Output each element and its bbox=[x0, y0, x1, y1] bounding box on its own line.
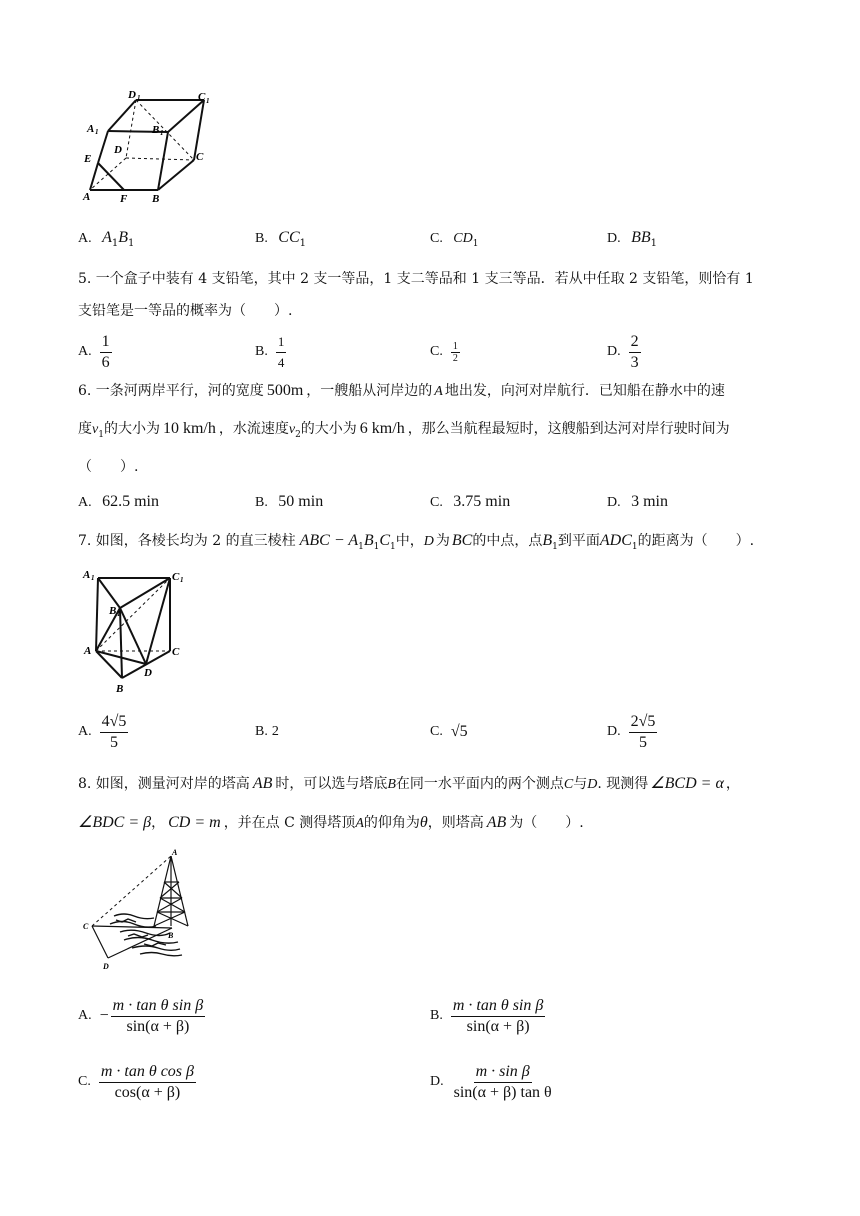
label-d: D bbox=[144, 667, 152, 679]
option-letter: B. bbox=[255, 231, 268, 246]
q5-option-b[interactable] bbox=[255, 330, 286, 374]
tower-river-diagram bbox=[80, 846, 200, 972]
option-value: BB bbox=[631, 229, 651, 246]
option-fraction: $\frac{\text{m · sin β}}{\text{sin(α + β) tan θ}}$ bbox=[453, 1062, 552, 1101]
option-sub: 1 bbox=[472, 238, 479, 249]
option-fraction: $\frac{\text{m · tan θ sin β}}{\sin(\alpha + \beta)}$ bbox=[112, 996, 204, 1035]
option-letter: D. bbox=[607, 231, 621, 246]
option-fraction: $\frac{2}{3}$ bbox=[630, 332, 639, 371]
option-letter: D. bbox=[607, 724, 621, 739]
option-fraction: $\frac{1}{2}$ bbox=[452, 340, 458, 364]
q7-option-d[interactable] bbox=[607, 710, 657, 754]
label-d1-sub: 1 bbox=[137, 94, 141, 102]
label-c: C bbox=[196, 151, 204, 163]
label-b1: B bbox=[109, 605, 117, 617]
label-d1: D bbox=[128, 89, 136, 101]
option-fraction: $\frac{\text{m · tan θ sin β}}{\sin(\alpha + \beta)}$ bbox=[452, 996, 544, 1035]
option-sign: − bbox=[99, 1007, 109, 1024]
label-b1-sub: 1 bbox=[160, 129, 164, 137]
label-c1: C bbox=[198, 91, 206, 103]
q6-stem-line2: 度$v_1$的大小为 10 km/h ，水流速度$v_2$的大小为 6 km/h ，那么当航程最短时，这艘船到达河对岸行驶时间为 bbox=[78, 420, 730, 440]
option-letter: B. bbox=[255, 495, 268, 510]
q6-option-a[interactable] bbox=[78, 492, 159, 513]
label-b1-sub: 1 bbox=[117, 610, 121, 618]
label-b: B bbox=[168, 931, 174, 940]
q8-stem-line2: ∠BDC = β， CD = m ，并在点 C 测得塔顶A的仰角为θ，则塔高 AB 为（ ）. bbox=[78, 814, 584, 831]
label-a1-sub: 1 bbox=[91, 574, 95, 582]
label-a: A bbox=[84, 645, 92, 657]
q7-option-c[interactable] bbox=[430, 710, 468, 754]
label-b: B bbox=[152, 193, 160, 205]
option-value-2: B bbox=[118, 229, 129, 246]
q7-option-a[interactable] bbox=[78, 710, 128, 754]
option-letter: A. bbox=[78, 344, 92, 359]
q6-stem-line1: 6. 一条河两岸平行，河的宽度 500m ，一艘船从河岸边的 A 地出发，向河对岸航行．已知船在静水中的速 bbox=[78, 382, 725, 399]
option-fraction: $\frac{1}{4}$ bbox=[277, 333, 285, 370]
label-b: B bbox=[116, 683, 124, 695]
option-sub: 1 bbox=[111, 237, 119, 249]
angle-bdc: ∠BDC = β bbox=[78, 814, 152, 831]
q7-stem: 7. 如图，各棱长均为 2 的直三棱柱 ABC − $A_1B_1C_1$中，D 为 BC的中点，点$B_1$到平面$ADC_1$的距离为（ ）. bbox=[78, 532, 755, 552]
label-b1: B bbox=[152, 124, 160, 136]
option-letter: A. bbox=[78, 724, 92, 739]
q8-option-d[interactable] bbox=[430, 1058, 554, 1106]
q4-option-d[interactable] bbox=[607, 228, 657, 254]
option-value: 62.5 min bbox=[102, 493, 159, 510]
q6-option-b[interactable] bbox=[255, 492, 323, 513]
q5-stem-line1: 5. 一个盒子中装有 4 支铅笔，其中 2 支一等品，1 支二等品和 1 支三等品．若从中任取 2 支铅笔，则恰有 1 bbox=[78, 271, 754, 287]
q8-option-b[interactable] bbox=[430, 992, 545, 1040]
label-c1: C bbox=[172, 571, 180, 583]
label-f: F bbox=[120, 193, 128, 205]
parallelepiped-diagram bbox=[78, 86, 218, 206]
option-value: CC bbox=[278, 229, 300, 246]
boat-speed: 10 km/h bbox=[162, 420, 216, 437]
river-width: 500m bbox=[266, 382, 304, 399]
q5-option-a[interactable] bbox=[78, 330, 112, 374]
label-c1-sub: 1 bbox=[206, 97, 210, 105]
option-letter: D. bbox=[430, 1074, 444, 1089]
option-letter: A. bbox=[78, 495, 92, 510]
label-a: A bbox=[83, 191, 91, 203]
q7-option-b[interactable] bbox=[255, 710, 279, 754]
option-letter: C. bbox=[430, 231, 443, 246]
label-a1-sub: 1 bbox=[95, 128, 99, 136]
q4-option-a[interactable] bbox=[78, 228, 134, 254]
label-a1: A bbox=[83, 569, 91, 581]
q8-figure bbox=[80, 846, 200, 972]
segment-cd: CD = m bbox=[168, 814, 221, 831]
label-d: D bbox=[103, 962, 109, 971]
option-value: √5 bbox=[450, 723, 468, 740]
option-sub: 1 bbox=[650, 237, 657, 249]
option-value: 3 min bbox=[631, 493, 668, 510]
label-a1: A bbox=[87, 123, 95, 135]
option-fraction: $\frac{\text{m · tan θ cos β}}{\cos(\alpha + \beta)}$ bbox=[100, 1062, 194, 1101]
option-value: 50 min bbox=[278, 493, 324, 510]
option-letter: A. bbox=[78, 231, 92, 246]
q7-figure bbox=[80, 566, 190, 696]
option-letter: D. bbox=[607, 495, 621, 510]
q4-option-c[interactable] bbox=[430, 228, 478, 254]
option-value: 2 bbox=[271, 724, 279, 739]
option-letter: C. bbox=[430, 344, 443, 359]
option-value: CD bbox=[453, 231, 473, 246]
q5-option-d[interactable] bbox=[607, 330, 641, 374]
option-letter: B. bbox=[255, 344, 268, 359]
label-c: C bbox=[172, 646, 180, 658]
option-letter: B. bbox=[430, 1008, 443, 1023]
option-letter: C. bbox=[78, 1074, 91, 1089]
option-sub-2: 1 bbox=[128, 237, 135, 249]
q6-option-d[interactable] bbox=[607, 492, 668, 513]
option-value: A bbox=[102, 229, 112, 246]
option-sub: 1 bbox=[299, 237, 307, 249]
q5-option-c[interactable] bbox=[430, 330, 460, 374]
option-value: 3.75 min bbox=[453, 493, 511, 510]
option-fraction: $\frac{1}{6}$ bbox=[101, 332, 110, 371]
q6-stem-line3: （ ）. bbox=[78, 459, 139, 475]
option-letter: A. bbox=[78, 1008, 92, 1023]
q5-stem-line2: 支铅笔是一等品的概率为（ ）. bbox=[78, 303, 293, 319]
current-speed: 6 km/h bbox=[359, 420, 405, 437]
label-d: D bbox=[114, 144, 122, 156]
q8-stem-line1: 8. 如图，测量河对岸的塔高 AB 时，可以选与塔底B在同一水平面内的两个测点C与D. 现测得 ∠BCD = α ， bbox=[78, 775, 740, 792]
option-letter: B. bbox=[255, 724, 268, 739]
q4-option-b[interactable] bbox=[255, 228, 306, 254]
label-c: C bbox=[83, 922, 89, 931]
q8-option-c[interactable] bbox=[78, 1058, 196, 1106]
prism-diagram bbox=[80, 566, 190, 696]
label-c1-sub: 1 bbox=[180, 576, 184, 584]
option-letter: C. bbox=[430, 495, 443, 510]
option-fraction: $\frac{4√5}{5}$ bbox=[101, 712, 127, 751]
option-fraction: $\frac{2√5}{5}$ bbox=[630, 712, 656, 751]
option-letter: C. bbox=[430, 724, 443, 739]
label-e: E bbox=[84, 153, 92, 165]
q4-figure bbox=[78, 86, 218, 206]
q6-option-c[interactable] bbox=[430, 492, 510, 513]
label-a: A bbox=[172, 848, 178, 857]
angle-bcd: ∠BCD = α bbox=[650, 775, 724, 792]
q8-option-a[interactable] bbox=[78, 992, 205, 1040]
option-letter: D. bbox=[607, 344, 621, 359]
